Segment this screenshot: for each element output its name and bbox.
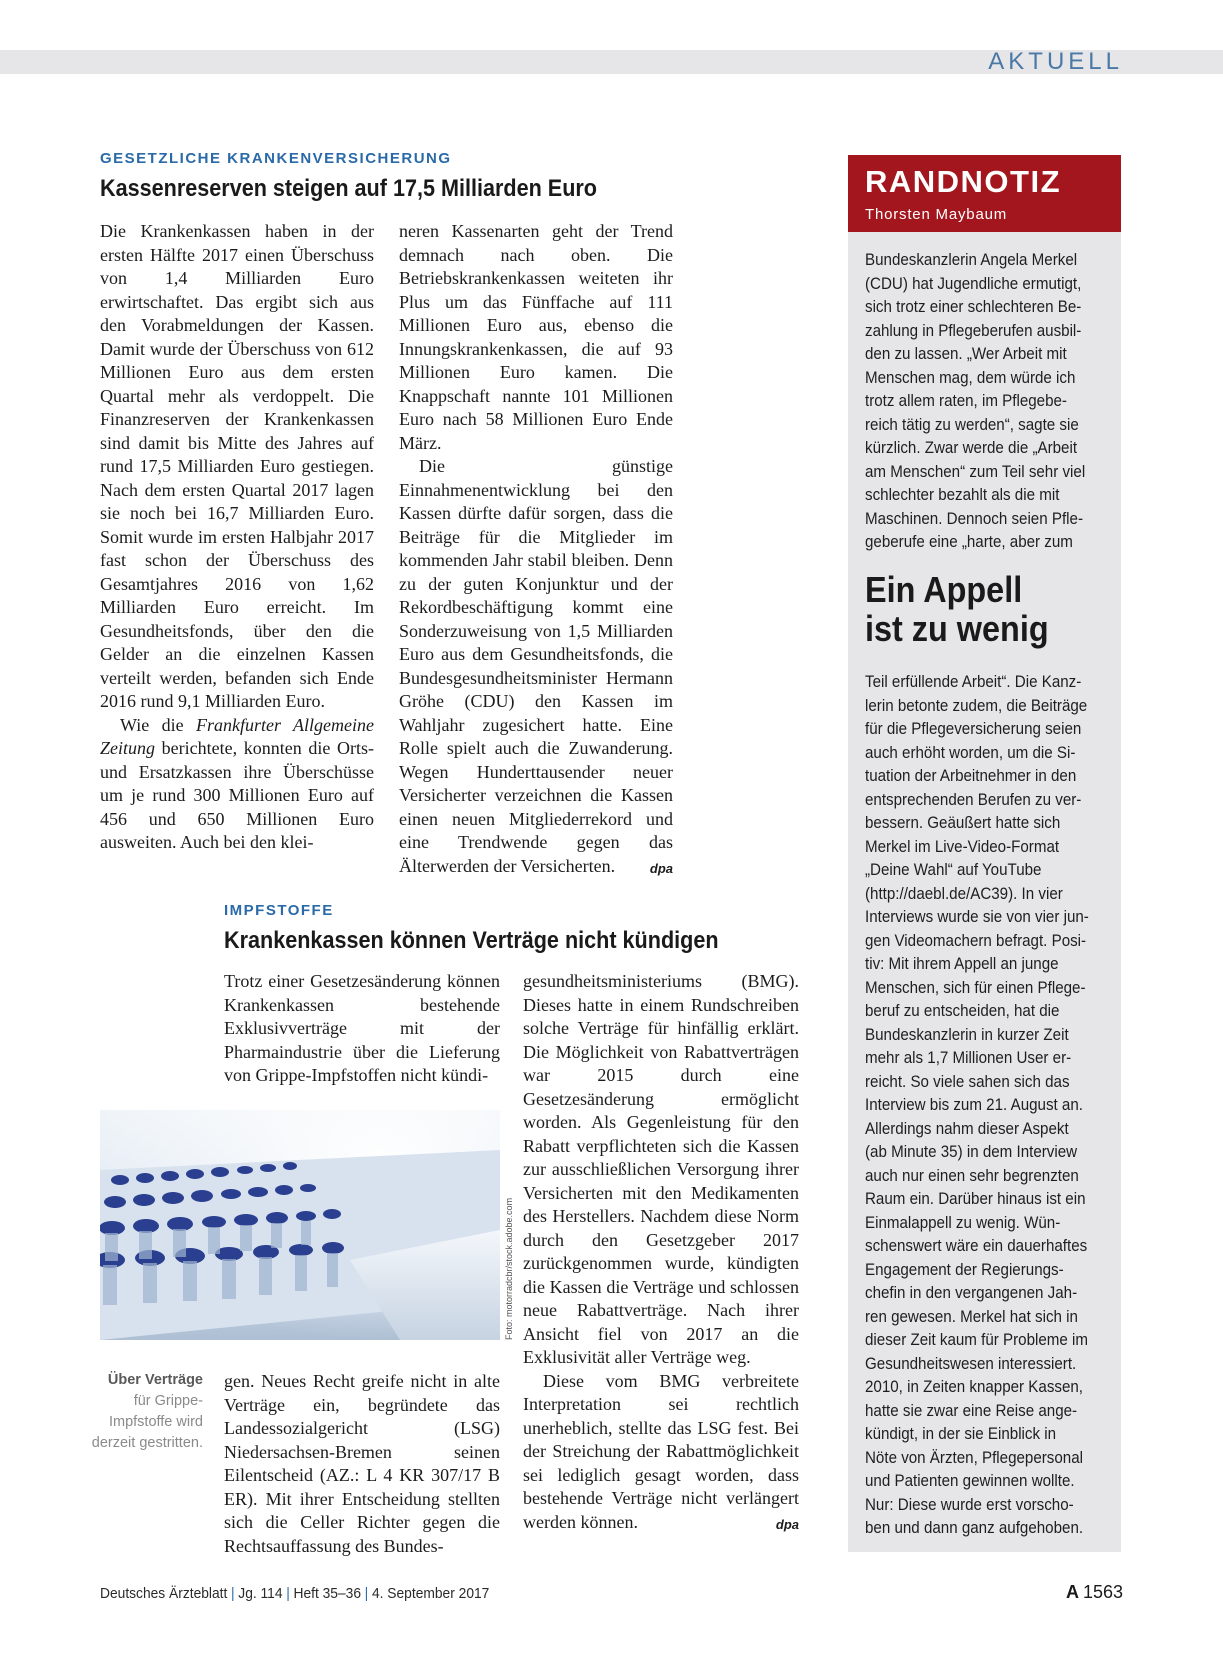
photo-caption xyxy=(88,1370,203,1454)
photo-credit: Foto: motorradcbr/stock.adobe.com xyxy=(504,1197,514,1340)
section-label: AKTUELL xyxy=(988,48,1123,75)
randnotiz-line: lerin betonte zudem, die Beiträge xyxy=(865,696,1088,715)
article2-paragraph: gen. Neues Recht greife nicht in alte Verträge ein, begründete das Landessozialgericht (LSG) Niedersachsen-Bremen seinen Eilentscheid (AZ.: L 4 KR 307/17 B ER). Mit ihrer Entscheidung stellten sich die Celler Richter gegen die Rechtsauffassung des Bundes- xyxy=(224,1371,500,1556)
randnotiz-line: ben und dann ganz aufgehoben. xyxy=(865,1519,1084,1537)
volume: Jg. 114 xyxy=(238,1585,283,1602)
randnotiz-line: tiv: Mit ihrem Appell an junge xyxy=(865,955,1059,973)
article2-kicker: IMPFSTOFFE xyxy=(224,902,334,919)
randnotiz-line: Bundeskanzlerin Angela Merkel xyxy=(865,251,1078,269)
randnotiz-line: mehr als 1,7 Millionen User er- xyxy=(865,1049,1072,1067)
article2-paragraph xyxy=(523,1370,799,1535)
randnotiz-line: Merkel im Live-Video-Format xyxy=(865,837,1060,856)
randnotiz-line: dieser Zeit kaum für Probleme im xyxy=(865,1331,1088,1349)
randnotiz-line: am Menschen“ zum Teil sehr viel xyxy=(865,462,1086,481)
randnotiz-line: den zu lassen. „Wer Arbeit mit xyxy=(865,345,1067,363)
randnotiz-line: trotz allem raten, im Pflegebe- xyxy=(865,392,1067,410)
article2-paragraph: gesundheitsministeriums (BMG). Dieses hatte in einem Rundschreiben solche Verträge für hinfällig erklärt. Die Möglichkeit von Rabattverträgen war 2015 durch eine Gesetzesänderung ermöglicht worden. Als Gegenleistung für den Rabatt verpflichteten sich die Kassen zur ausschließlichen Versorgung ihrer Versicherten mit den Medikamenten des Herstellers. Nachdem diese Norm durch den Gesetzgeber 2017 zurückgenommen wurde, kündigten die Kassen die Verträge und schlossen neue Rabattverträge. Nach ihrer Ansicht fiel von 2017 an die Exklusivität aller Verträge weg. xyxy=(523,971,799,1367)
separator: | xyxy=(231,1585,235,1602)
randnotiz-line: reich tätig zu werden“, sagte sie xyxy=(865,415,1079,434)
article1-headline: Kassenreserven steigen auf 17,5 Milliarden Euro xyxy=(100,175,598,202)
article2-column-1-top xyxy=(224,970,500,1088)
randnotiz-line: geberufe eine „harte, aber zum xyxy=(865,533,1073,551)
vials-illustration xyxy=(100,1110,500,1340)
randnotiz-line: für die Pflegeversicherung seien xyxy=(865,720,1082,738)
randnotiz-line: Nöte von Ärzten, Pflegepersonal xyxy=(865,1448,1084,1467)
separator: | xyxy=(286,1585,290,1602)
article2-headline: Krankenkassen können Verträge nicht kündigen xyxy=(224,927,719,954)
headline-line: ist zu wenig xyxy=(865,608,1049,649)
randnotiz-text-bottom xyxy=(865,671,1106,1541)
randnotiz-line: sich trotz einer schlechteren Be- xyxy=(865,298,1082,316)
randnotiz-line: Interview bis zum 21. August an. xyxy=(865,1096,1083,1114)
caption-lead: Über Verträge xyxy=(107,1372,203,1388)
article1-column-2 xyxy=(399,220,673,880)
agency-tag: dpa xyxy=(649,860,673,876)
randnotiz-line: (ab Minute 35) in dem Interview xyxy=(865,1143,1078,1161)
text-span: Wie die xyxy=(120,714,196,735)
randnotiz-text-top xyxy=(865,249,1102,555)
randnotiz-line: Allerdings nahm dieser Aspekt xyxy=(865,1119,1069,1138)
page-prefix: A xyxy=(1065,1582,1079,1602)
randnotiz-line: Teil erfüllende Arbeit“. Die Kanz- xyxy=(865,673,1082,691)
article2-column-1-bottom xyxy=(224,1370,500,1558)
headline-line: Ein Appell xyxy=(865,569,1023,610)
randnotiz-line: Gesundheitswesen interessiert. xyxy=(865,1354,1077,1373)
randnotiz-line: auch nur einen sehr begrenzten xyxy=(865,1166,1079,1185)
page-number-value: 1563 xyxy=(1082,1582,1123,1602)
randnotiz-line: chefin in den vergangenen Jah- xyxy=(865,1284,1078,1302)
text-span: Die günstige Einnahmenentwicklung bei den Kassen dürfte dafür sorgen, dass die Beiträge für die Mitglieder im kommenden Jahr stabil bleiben. Denn zu der guten Konjunktur und der Rekordbeschäftigung kommt eine Sonderzuweisung von 1,5 Milliarden Euro aus dem Gesundheitsfonds, die Bundesgesundheitsminister Hermann Gröhe (CDU) den Kassen im Wahljahr zugesichert hatte. Eine Rolle spielt auch die Zuwanderung. Wegen Hunderttausender neuer Versicherter verzeichnen die Kassen einen neuen Mitgliederrekord und eine Trendwende gegen das Älterwerden der Versicherten. xyxy=(399,456,673,876)
randnotiz-line: 2010, in Zeiten knapper Kassen, xyxy=(865,1378,1084,1396)
randnotiz-line: tuation der Arbeitnehmer in den xyxy=(865,767,1077,785)
randnotiz-line: Engagement der Regierungs- xyxy=(865,1260,1064,1279)
randnotiz-line: entsprechenden Berufen zu ver- xyxy=(865,790,1082,809)
randnotiz-line: beruf zu entscheiden, hat die xyxy=(865,1002,1060,1020)
randnotiz-line: bessern. Geäußert hatte sich xyxy=(865,814,1061,832)
issue: Heft 35–36 xyxy=(293,1585,362,1602)
randnotiz-line: auch erhöht worden, um die Si- xyxy=(865,743,1076,762)
caption-text: für Grippe-Impfstoffe wird derzeit gestritten. xyxy=(91,1393,203,1451)
randnotiz-line: „Deine Wahl“ auf YouTube xyxy=(865,861,1042,879)
date: 4. September 2017 xyxy=(371,1585,490,1602)
randnotiz-line: und Patienten gewinnen wollte. xyxy=(865,1472,1075,1490)
randnotiz-line: Menschen, sich für einen Pflege- xyxy=(865,978,1086,997)
randnotiz-line: (http://daebl.de/AC39). In vier xyxy=(865,884,1063,903)
article1-kicker: GESETZLICHE KRANKENVERSICHERUNG xyxy=(100,150,452,167)
journal-name: Deutsches Ärzteblatt xyxy=(100,1585,228,1602)
article1-paragraph: Die Krankenkassen haben in der ersten Hälfte 2017 einen Überschuss von 1,4 Milliarden Euro erwirtschaftet. Das ergibt sich aus den Vorabmeldungen der Kassen. Damit wurde der Überschuss von 612 Millionen Euro aus dem ersten Quartal mehr als verdoppelt. Die Finanzreserven der Krankenkassen sind damit bis Mitte des Jahres auf rund 17,5 Milliarden Euro gestiegen. Nach dem ersten Quartal 2017 lagen sie noch bei 16,7 Milliarden Euro. Somit wurde im ersten Halbjahr 2017 fast schon der Überschuss des Gesamtjahres 2016 von 1,62 Milliarden Euro erreicht. Im Gesundheitsfonds, über den die Gelder an die einzelnen Kassen verteilt werden, befanden sich Ende 2016 rund 9,1 Milliarden Euro. xyxy=(100,221,374,711)
randnotiz-line: kündigt, in der sie Einblick in xyxy=(865,1425,1057,1443)
source-name: Frankfurter Allgemeine Zeitung xyxy=(100,714,374,758)
randnotiz-line: Menschen mag, dem würde ich xyxy=(865,368,1076,387)
text-span: Diese vom BMG verbreitete Interpretation sei rechtlich unerheblich, stellte das LSG fest. Bei der Streichung der Rabattmöglichkeit sei lediglich gesagt worden, dass bestehende Verträge nicht verlängert werden können. xyxy=(523,1370,799,1532)
randnotiz-line: reicht. So viele sahen sich das xyxy=(865,1072,1070,1091)
randnotiz-line: Nur: Diese wurde erst vorscho- xyxy=(865,1495,1074,1514)
randnotiz-line: gen Videomachern befragt. Posi- xyxy=(865,931,1087,950)
article1-paragraph xyxy=(100,714,374,855)
footer xyxy=(100,1585,489,1602)
randnotiz-line: schlechter bezahlt als die mit xyxy=(865,486,1060,504)
randnotiz-line: Raum ein. Darüber hinaus ist ein xyxy=(865,1190,1086,1208)
article1-paragraph xyxy=(399,455,673,878)
randnotiz-line: hatte sie zwar eine Reise ange- xyxy=(865,1401,1078,1420)
randnotiz-line: ren gewesen. Merkel hat sich in xyxy=(865,1307,1078,1326)
randnotiz-line: kürzlich. Zwar werde die „Arbeit xyxy=(865,439,1078,457)
article1-column-1 xyxy=(100,220,374,855)
randnotiz-line: schenswert wäre ein dauerhaftes xyxy=(865,1237,1088,1255)
randnotiz-line: Maschinen. Dennoch seien Pfle- xyxy=(865,509,1083,528)
article1-paragraph: neren Kassenarten geht der Trend demnach nach oben. Die Betriebskrankenkassen weiteten ihr Plus um das Fünffache auf 111 Millionen Euro aus, ebenso die Innungskrankenkassen, die auf 93 Millionen Euro kamen. Die Knappschaft nannte 101 Millionen Euro nach 58 Millionen Euro Ende März. xyxy=(399,221,673,453)
article2-paragraph: Trotz einer Gesetzesänderung können Krankenkassen bestehende Exklusivverträge mit der Pharmaindustrie über die Lieferung von Grippe-Impfstoffen nicht kündi- xyxy=(224,971,500,1085)
article2-column-2 xyxy=(523,970,799,1536)
page-number xyxy=(1066,1582,1123,1603)
randnotiz-author: Thorsten Maybaum xyxy=(865,206,1008,223)
randnotiz-line: Einmalappell zu wenig. Wün- xyxy=(865,1213,1061,1232)
text-span: berichtete, konnten die Orts- und Ersatzkassen ihre Überschüsse um je rund 300 Millionen Euro auf 456 und 650 Millionen Euro ausweiten. Auch bei den klei- xyxy=(100,738,374,852)
randnotiz-line: (CDU) hat Jugendliche ermutigt, xyxy=(865,274,1082,293)
vaccine-vials-photo xyxy=(100,1110,500,1340)
agency-tag: dpa xyxy=(775,1516,799,1532)
randnotiz-headline xyxy=(865,570,1049,648)
randnotiz-line: Bundeskanzlerin in kurzer Zeit xyxy=(865,1025,1069,1044)
separator: | xyxy=(364,1585,369,1602)
randnotiz-line: zahlung in Pflegeberufen ausbil- xyxy=(865,321,1082,340)
randnotiz-title: RANDNOTIZ xyxy=(865,164,1062,199)
randnotiz-line: Interviews wurde sie von vier jun- xyxy=(865,908,1089,926)
